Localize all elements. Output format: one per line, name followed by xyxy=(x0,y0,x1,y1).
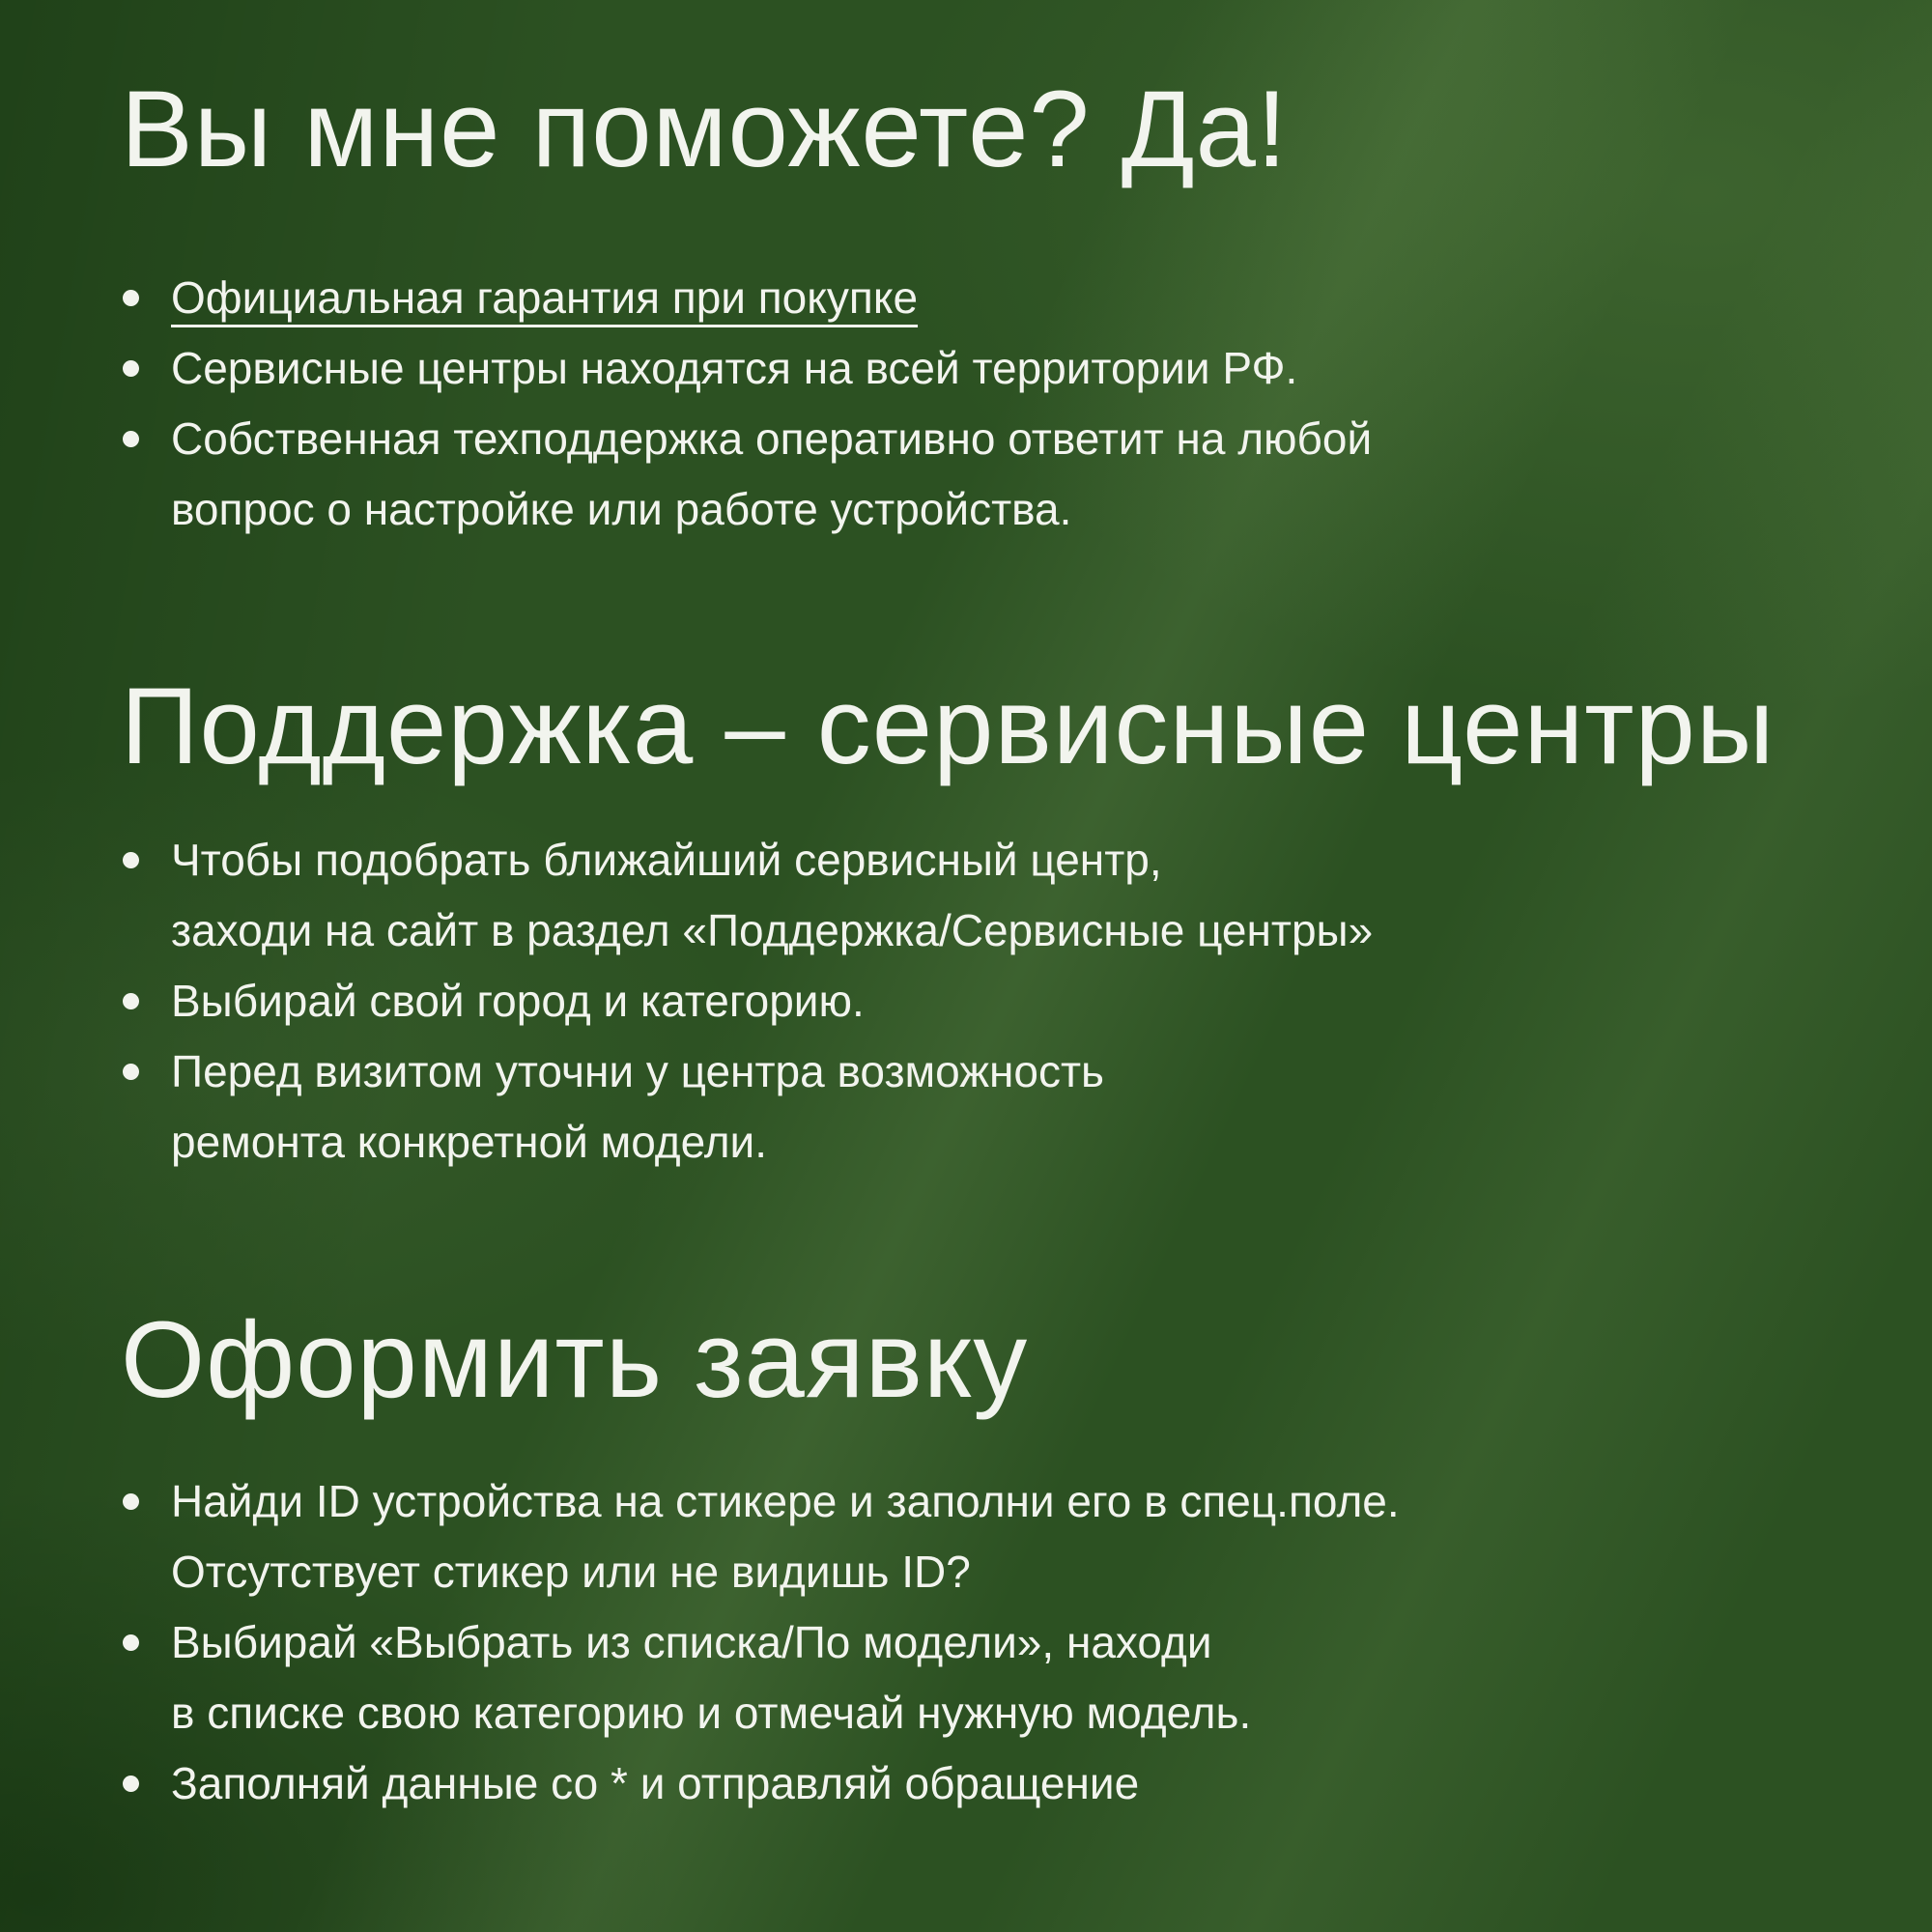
list-item xyxy=(121,263,1874,333)
section-help-heading: Вы мне поможете? Да! xyxy=(121,69,1289,189)
bullet-icon xyxy=(123,1634,139,1651)
bullet-icon xyxy=(123,1493,139,1510)
bullet-icon xyxy=(123,360,139,377)
list-item xyxy=(121,966,1874,1037)
bullet-icon xyxy=(123,1776,139,1792)
bullet-icon xyxy=(123,1064,139,1080)
bullet-line: Собственная техподдержка оперативно ответит на любой xyxy=(171,412,1373,464)
list-item xyxy=(121,1748,1874,1819)
bullet-icon xyxy=(123,290,139,306)
bullet-line: заходи на сайт в раздел «Поддержка/Сервисные центры» xyxy=(171,904,1374,955)
submit-request-bullet-list xyxy=(121,1466,1874,1819)
bullet-line: вопрос о настройке или работе устройства. xyxy=(171,483,1072,534)
bullet-line: Перед визитом уточни у центра возможность xyxy=(171,1045,1105,1096)
bullet-icon xyxy=(123,852,139,868)
list-item xyxy=(121,1037,1874,1178)
list-item xyxy=(121,825,1874,966)
bullet-line: Выбирай «Выбрать из списка/По модели», находи xyxy=(171,1617,1212,1668)
bullet-icon xyxy=(123,993,139,1009)
bullet-icon xyxy=(123,431,139,447)
bullet-line: Отсутствует стикер или не видишь ID? xyxy=(171,1547,971,1598)
section-service-centers-heading: Поддержка – сервисные центры xyxy=(121,665,1776,786)
bullet-line: ремонта конкретной модели. xyxy=(171,1116,768,1167)
help-bullet-list xyxy=(121,263,1874,545)
list-item xyxy=(121,1607,1874,1748)
list-item xyxy=(121,404,1874,545)
section-submit-request-heading: Оформить заявку xyxy=(121,1298,1029,1420)
bullet-line: Выбирай свой город и категорию. xyxy=(171,975,865,1026)
bullet-line: Найди ID устройства на стикере и заполни его в спец.поле. xyxy=(171,1476,1400,1527)
bullet-line: в списке свою категорию и отмечай нужную модель. xyxy=(171,1688,1252,1739)
service-centers-bullet-list xyxy=(121,825,1874,1178)
list-item xyxy=(121,333,1874,404)
bullet-line: Чтобы подобрать ближайший сервисный центр, xyxy=(171,834,1162,885)
list-item xyxy=(121,1466,1874,1607)
warranty-link[interactable]: Официальная гарантия при покупке xyxy=(171,271,919,323)
bullet-line: Сервисные центры находятся на всей территории РФ. xyxy=(171,342,1298,393)
bullet-line: Заполняй данные со * и отправляй обращение xyxy=(171,1758,1140,1809)
